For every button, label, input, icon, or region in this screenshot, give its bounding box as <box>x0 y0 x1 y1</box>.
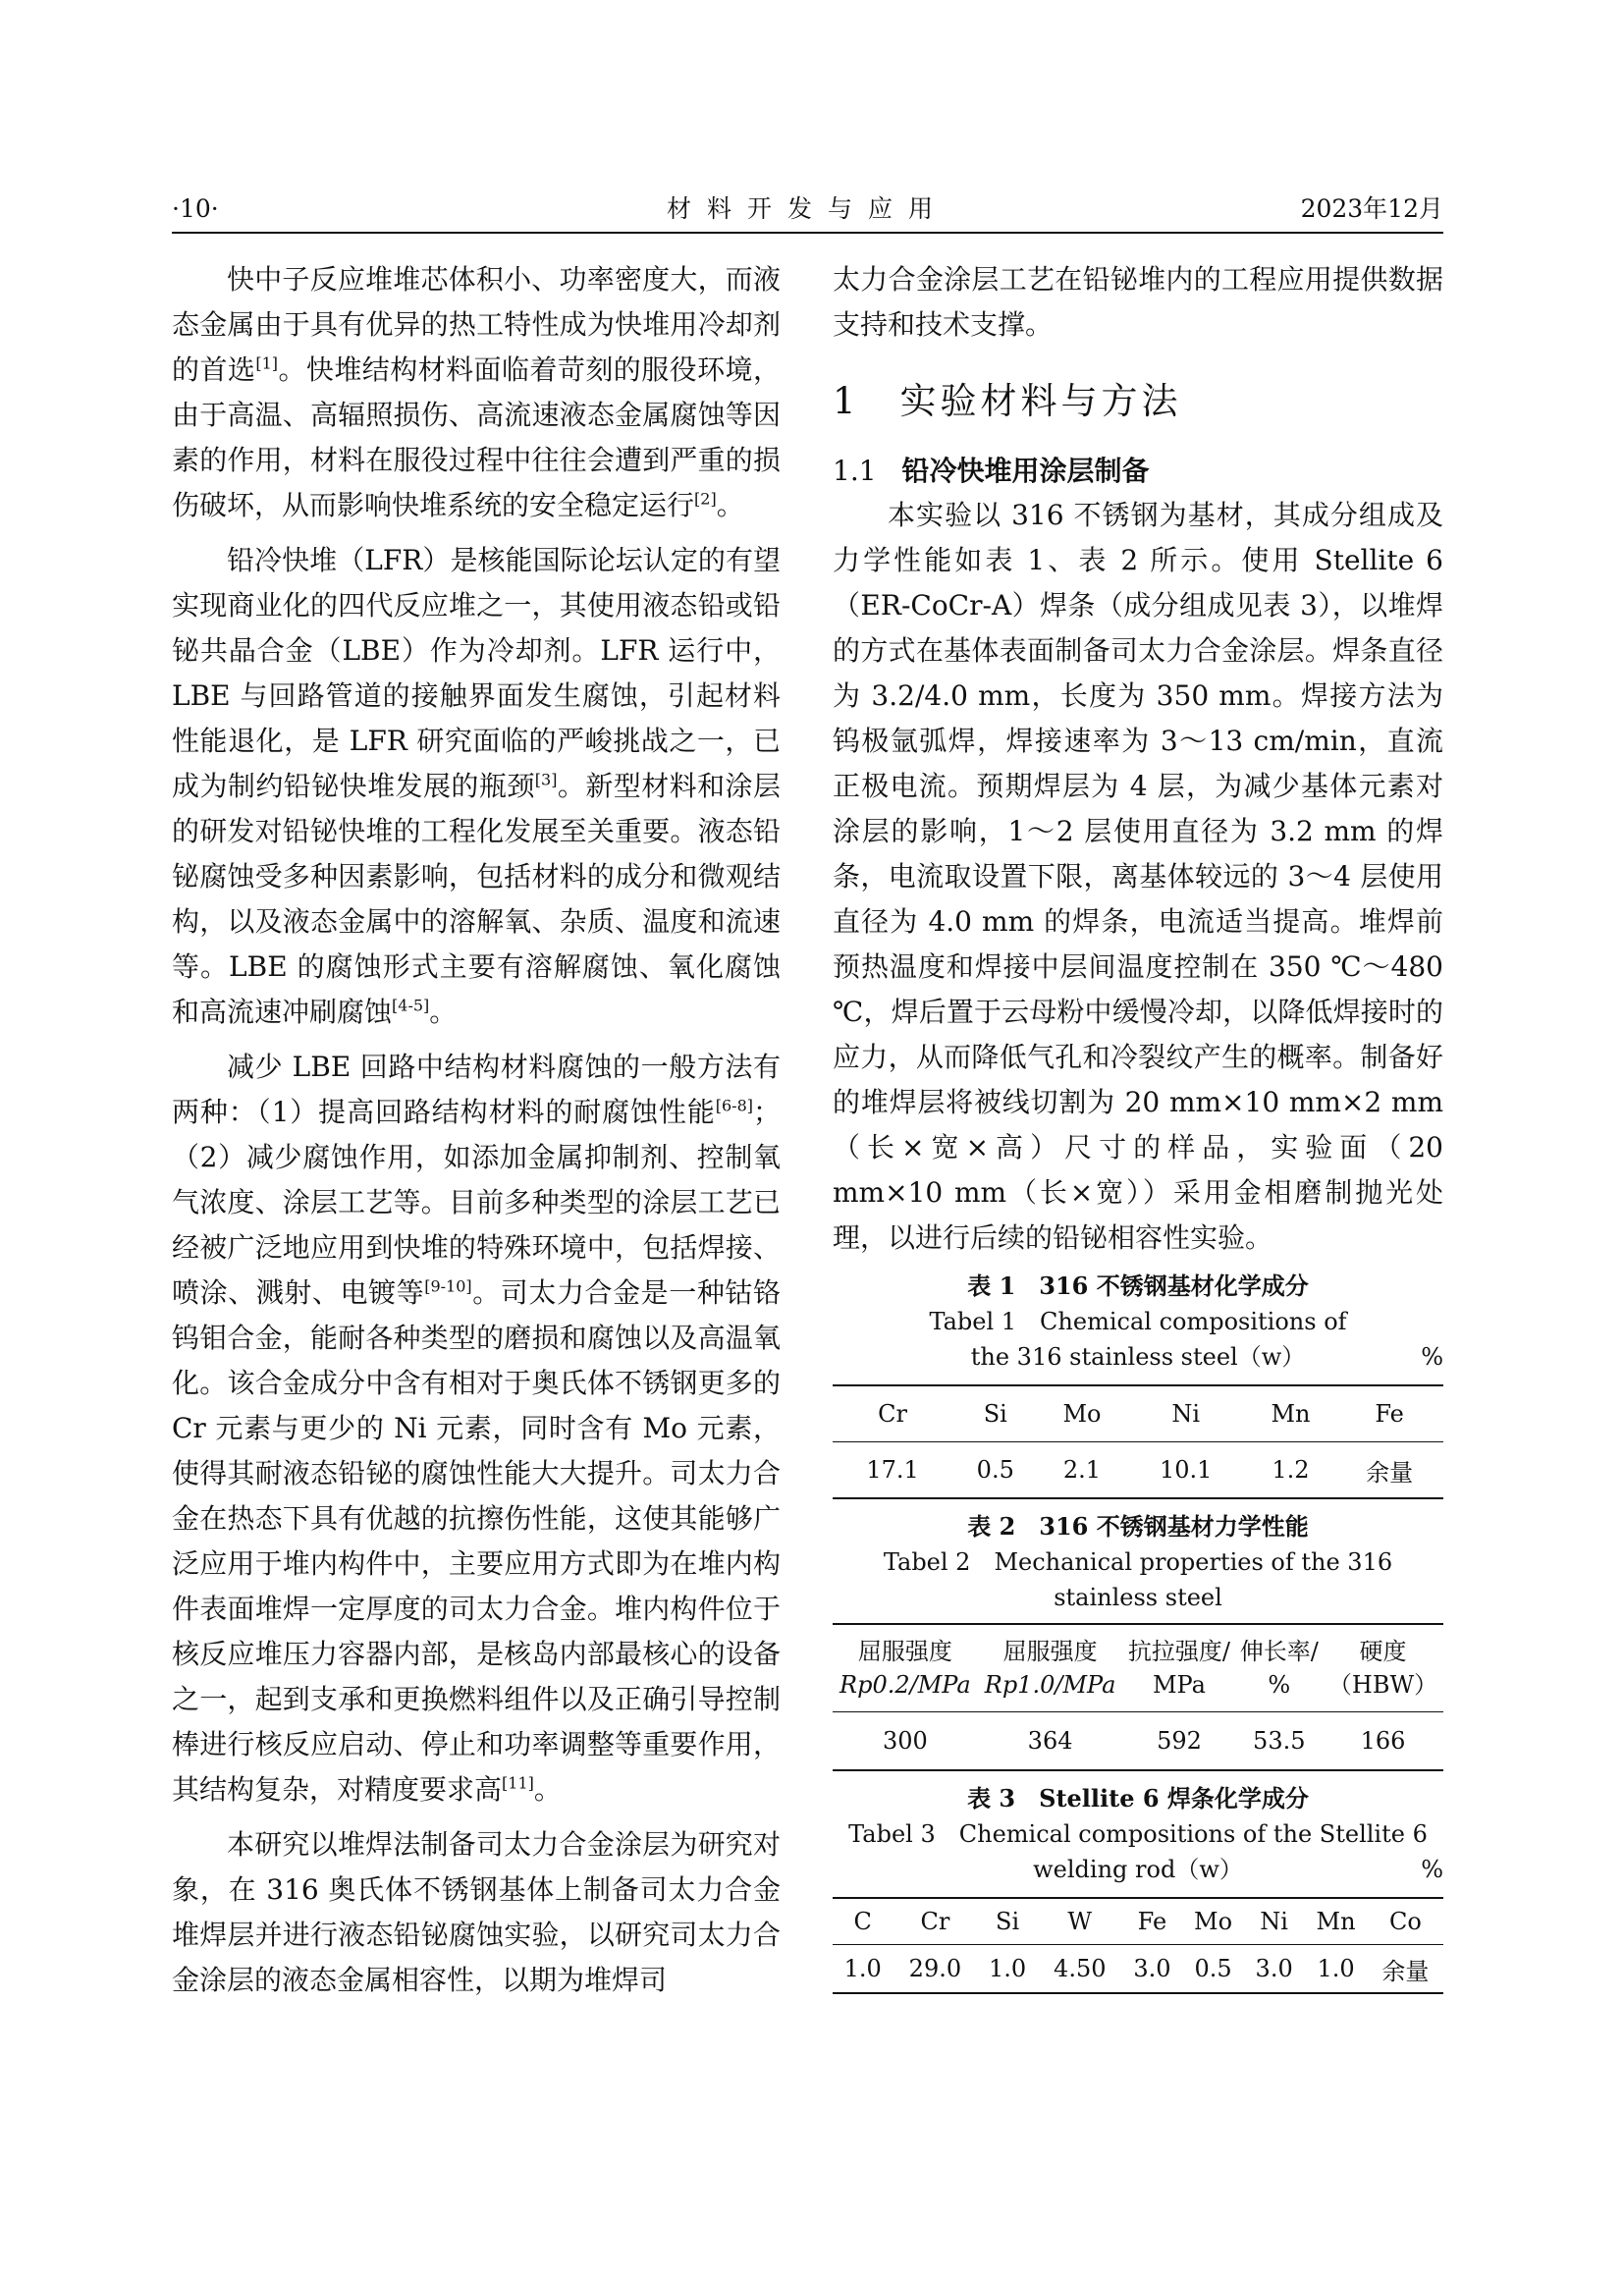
table-cell: 3.0 <box>1255 1955 1293 1982</box>
paragraph: 快中子反应堆堆芯体积小、功率密度大，而液态金属由于具有优异的热工特性成为快堆用冷却剂的首选[1]。快堆结构材料面临着苛刻的服役环境，由于高温、高辐照损伤、高流速液态金属腐蚀等因素的作用，材料在服役过程中往往会遭到严重的损伤破坏，从而影响快堆系统的安全稳定运行[2]。 <box>172 263 781 521</box>
table-cell: 300 <box>882 1727 928 1755</box>
table-cell: 1.0 <box>988 1955 1027 1982</box>
paragraph: 铅冷快堆（LFR）是核能国际论坛认定的有望实现商业化的四代反应堆之一，其使用液态铅或铅铋共晶合金（LBE）作为冷却剂。LFR 运行中，LBE 与回路管道的接触界面发生腐蚀，引起材料性能退化，是 LFR 研究面临的严峻挑战之一，已成为制约铅铋快堆发展的瓶颈[3]。新型材料和涂层的研发对铅铋快堆的工程化发展至关重要。液态铅铋腐蚀受多种因素影响，包括材料的成分和微观结构，以及液态金属中的溶解氧、杂质、温度和流速等。LBE 的腐蚀形式主要有溶解腐蚀、氧化腐蚀和高流速冲刷腐蚀[4-5]。 <box>172 544 781 1028</box>
composition-table <box>833 1384 1443 1499</box>
table-caption-zh: 表 1 316 不锈钢基材化学成分 <box>967 1272 1309 1300</box>
citation[interactable]: [3] <box>534 770 558 789</box>
table-cell: 29.0 <box>908 1955 962 1982</box>
table-header: C <box>833 1898 893 1945</box>
table-header: W <box>1038 1898 1122 1945</box>
paragraph: 太力合金涂层工艺在铅铋堆内的工程应用提供数据支持和技术支撑。 <box>833 263 1443 341</box>
table-caption-en: Tabel 2 Mechanical properties of the 316 stainless steel <box>883 1548 1393 1611</box>
citation[interactable]: [6-8] <box>715 1096 753 1115</box>
citation[interactable]: [9-10] <box>424 1276 472 1296</box>
table-cell: 166 <box>1360 1727 1406 1755</box>
table-header: Ni <box>1126 1385 1246 1442</box>
table-caption-en: Tabel 3 Chemical compositions of the Stellite 6 <box>848 1820 1428 1848</box>
table-2 <box>833 1509 1443 1771</box>
table-caption-zh: 表 3 Stellite 6 焊条化学成分 <box>967 1784 1309 1813</box>
citation[interactable]: [2] <box>694 489 717 509</box>
table-cell: 1.2 <box>1272 1456 1310 1484</box>
table-header: 伸长率/ % <box>1236 1624 1324 1712</box>
right-column <box>833 257 1443 1994</box>
table-header: Mn <box>1246 1385 1336 1442</box>
subsection-number: 1.1 <box>833 455 877 487</box>
running-header <box>172 192 1443 234</box>
left-column <box>172 257 781 2003</box>
table-1 <box>833 1269 1443 1499</box>
table-header: Fe <box>1122 1898 1182 1945</box>
table-caption-en: Tabel 1 Chemical compositions of <box>929 1308 1347 1335</box>
citation[interactable]: [1] <box>255 353 279 373</box>
table-cell: 余量 <box>1366 1458 1414 1487</box>
table-header: Cr <box>833 1385 952 1442</box>
table-caption-zh: 表 2 316 不锈钢基材力学性能 <box>967 1512 1309 1541</box>
table-cell: 1.0 <box>1317 1955 1355 1982</box>
paragraph: 本实验以 316 不锈钢为基材，其成分组成及力学性能如表 1、表 2 所示。使用 Stellite 6（ER-CoCr-A）焊条（成分组成见表 3），以堆焊的方式在基体表面制备司太力合金涂层。焊条直径为 3.2/4.0 mm，长度为 350 mm。焊接方法为钨极氩弧焊，焊接速率为 3～13 cm/min，直流正极电流。预期焊层为 4 层，为减少基体元素对涂层的影响，1～2 层使用直径为 3.2 mm 的焊条，电流取设置下限，离基体较远的 3～4 层使用直径为 4.0 mm 的焊条，电流适当提高。堆焊前预热温度和焊接中层间温度控制在 350 ℃～480 ℃，焊后置于云母粉中缓慢冷却，以降低焊接时的应力，从而降低气孔和冷裂纹产生的概率。制备好的堆焊层将被线切割为 20 mm×10 mm×2 mm（长×宽×高）尺寸的样品，实验面（20 mm×10 mm（长×宽））采用金相磨制抛光处理，以进行后续的铅铋相容性实验。 <box>833 499 1443 1254</box>
table-caption-en: welding rod（w） % <box>833 1852 1443 1887</box>
table-header: Mo <box>1038 1385 1125 1442</box>
paragraph: 本研究以堆焊法制备司太力合金涂层为研究对象，在 316 奥氏体不锈钢基体上制备司太力合金堆焊层并进行液态铅铋腐蚀实验，以研究司太力合金涂层的液态金属相容性，以期为堆焊司 <box>172 1828 781 1996</box>
table-3 <box>833 1781 1443 1994</box>
issue-date: 2023年12月 <box>1300 194 1443 223</box>
table-cell: 1.0 <box>843 1955 882 1982</box>
section-title: 1 实验材料与方法 <box>833 380 1182 422</box>
table-cell: 0.5 <box>1194 1955 1232 1982</box>
welding-rod-table <box>833 1897 1443 1994</box>
unit-label: % <box>1421 1856 1443 1883</box>
table-header: 抗拉强度/ MPa <box>1122 1624 1235 1712</box>
table-cell: 4.50 <box>1054 1955 1107 1982</box>
unit-label: % <box>1421 1343 1443 1371</box>
table-cell: 0.5 <box>976 1456 1014 1484</box>
table-header: 硬度 （HBW） <box>1323 1624 1443 1712</box>
mechanical-table <box>833 1623 1443 1771</box>
table-header: Ni <box>1244 1898 1304 1945</box>
table-header: Mo <box>1182 1898 1244 1945</box>
table-cell: 53.5 <box>1253 1727 1306 1755</box>
table-header: 屈服强度 Rp1.0/MPa <box>978 1624 1123 1712</box>
citation[interactable]: [11] <box>502 1773 534 1793</box>
table-cell: 17.1 <box>866 1456 919 1484</box>
page-number: ·10· <box>172 194 219 223</box>
table-cell: 3.0 <box>1133 1955 1171 1982</box>
table-header: Cr <box>893 1898 977 1945</box>
paragraph: 减少 LBE 回路中结构材料腐蚀的一般方法有两种：（1）提高回路结构材料的耐腐蚀性能[6-8]；（2）减少腐蚀作用，如添加金属抑制剂、控制氧气浓度、涂层工艺等。目前多种类型的涂层工艺已经被广泛地应用到快堆的特殊环境中，包括焊接、喷涂、溅射、电镀等[9-10]。司太力合金是一种钴铬钨钼合金，能耐各种类型的磨损和腐蚀以及高温氧化。该合金成分中含有相对于奥氏体不锈钢更多的 Cr 元素与更少的 Ni 元素，同时含有 Mo 元素，使得其耐液态铅铋的腐蚀性能大大提升。司太力合金在热态下具有优越的抗擦伤性能，这使其能够广泛应用于堆内构件中，主要应用方式即为在堆内构件表面堆焊一定厚度的司太力合金。堆内构件位于核反应堆压力容器内部，是核岛内部最核心的设备之一，起到支承和更换燃料组件以及正确引导控制棒进行核反应启动、停止和功率调整等重要作用，其结构复杂，对精度要求高[11]。 <box>172 1051 781 1806</box>
table-caption-en: the 316 stainless steel（w） % <box>833 1339 1443 1375</box>
table-header: 屈服强度 Rp0.2/MPa <box>833 1624 978 1712</box>
citation[interactable]: [4-5] <box>392 996 430 1015</box>
table-header: Fe <box>1335 1385 1443 1442</box>
table-cell: 余量 <box>1381 1957 1430 1985</box>
table-cell: 364 <box>1027 1727 1073 1755</box>
table-cell: 10.1 <box>1159 1456 1213 1484</box>
table-cell: 592 <box>1157 1727 1202 1755</box>
table-cell: 2.1 <box>1062 1456 1102 1484</box>
table-header: Co <box>1368 1898 1443 1945</box>
subsection-title: 1.1 铅冷快堆用涂层制备 <box>833 455 1150 487</box>
table-header: Si <box>977 1898 1037 1945</box>
table-header: Mn <box>1304 1898 1367 1945</box>
journal-title: 材料开发与应用 <box>666 194 948 223</box>
table-header: Si <box>952 1385 1038 1442</box>
